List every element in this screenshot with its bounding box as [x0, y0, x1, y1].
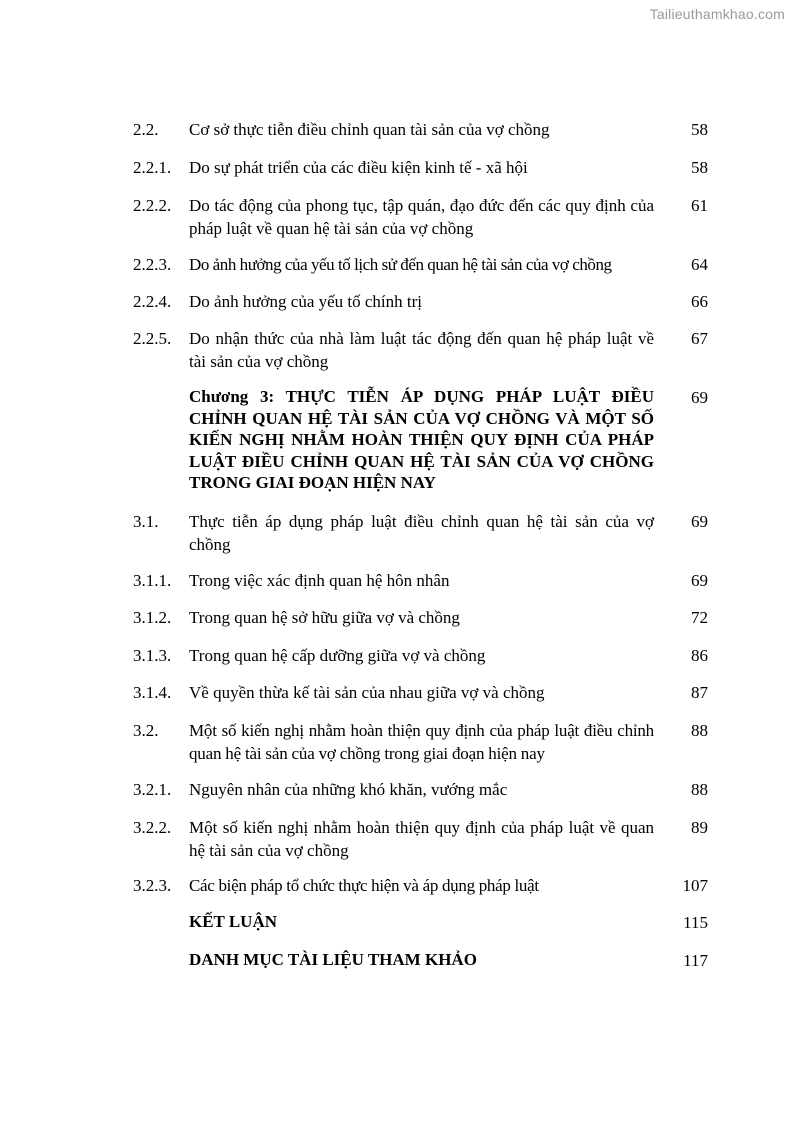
entry-number: 2.2. [133, 120, 159, 139]
entry-title: Do ảnh hưởng của yếu tố chính trị [189, 292, 423, 311]
entry-page: 89 [691, 818, 708, 837]
entry-title: Các biện pháp tổ chức thực hiện và áp dụng pháp luật [189, 876, 539, 895]
entry-number: 3.1.4. [133, 683, 172, 702]
entry-number: 2.2.3. [133, 255, 172, 274]
entry-title: Do tác động của phong tục, tập quán, đạo đức đến các quy định của pháp luật về quan hệ tài sản của vợ chồng [189, 196, 654, 238]
entry-page: 66 [691, 292, 708, 311]
entry-title: Thực tiễn áp dụng pháp luật điều chỉnh quan hệ tài sản của vợ chồng [189, 512, 654, 554]
watermark: Tailieuthamkhao.com [649, 6, 785, 22]
entry-number: 2.2.1. [133, 158, 172, 177]
entry-number: 3.2. [133, 721, 159, 740]
entry-title: Trong quan hệ cấp dưỡng giữa vợ và chồng [189, 646, 486, 665]
entry-number: 3.2.3. [133, 876, 172, 895]
entry-title: DANH MỤC TÀI LIỆU THAM KHẢO [189, 950, 477, 969]
entry-page: 64 [691, 255, 708, 274]
entry-page: 88 [691, 780, 708, 799]
entry-page: 88 [691, 721, 708, 740]
entry-page: 117 [683, 951, 708, 970]
entry-page: 69 [691, 388, 708, 407]
entry-title: Cơ sở thực tiễn điều chỉnh quan tài sản của vợ chồng [189, 120, 550, 139]
entry-page: 69 [691, 571, 708, 590]
chapter-title: Chương 3: THỰC TIỄN ÁP DỤNG PHÁP LUẬT ĐIỀU CHỈNH QUAN HỆ TÀI SẢN CỦA VỢ CHỒNG VÀ MỘT SỐ KIẾN NGHỊ NHẰM HOÀN THIỆN QUY ĐỊNH CỦA PHÁP LUẬT ĐIỀU CHỈNH QUAN HỆ TÀI SẢN CỦA VỢ CHỒNG TRONG GIAI ĐOẠN HIỆN NAY [189, 387, 654, 492]
entry-page: 58 [691, 158, 708, 177]
entry-title: Trong quan hệ sở hữu giữa vợ và chồng [189, 608, 460, 627]
entry-title: KẾT LUẬN [189, 912, 278, 931]
entry-page: 69 [691, 512, 708, 531]
entry-number: 2.2.5. [133, 329, 172, 348]
entry-number: 2.2.4. [133, 292, 172, 311]
entry-page: 61 [691, 196, 708, 215]
entry-number: 3.1.1. [133, 571, 172, 590]
entry-number: 3.2.1. [133, 780, 172, 799]
entry-title: Một số kiến nghị nhằm hoàn thiện quy định của pháp luật về quan hệ tài sản của vợ chồng [189, 818, 654, 860]
entry-number: 3.1. [133, 512, 159, 531]
entry-number: 3.2.2. [133, 818, 172, 837]
entry-number: 3.1.2. [133, 608, 172, 627]
entry-title: Do nhận thức của nhà làm luật tác động đến quan hệ pháp luật về tài sản của vợ chồng [189, 329, 654, 371]
entry-title: Do sự phát triển của các điều kiện kinh tế - xã hội [189, 158, 528, 177]
entry-title: Do ảnh hưởng của yếu tố lịch sử đến quan hệ tài sản của vợ chồng [189, 255, 612, 274]
entry-title: Một số kiến nghị nhằm hoàn thiện quy định của pháp luật điều chỉnh quan hệ tài sản của vợ chồng trong giai đoạn hiện nay [189, 721, 654, 763]
entry-page: 86 [691, 646, 708, 665]
entry-number: 3.1.3. [133, 646, 172, 665]
entry-page: 72 [691, 608, 708, 627]
entry-page: 115 [683, 913, 708, 932]
entry-page: 67 [691, 329, 708, 348]
entry-number: 2.2.2. [133, 196, 172, 215]
entry-title: Về quyền thừa kế tài sản của nhau giữa vợ và chồng [189, 683, 545, 702]
entry-page: 58 [691, 120, 708, 139]
entry-title: Trong việc xác định quan hệ hôn nhân [189, 571, 450, 590]
entry-page: 87 [691, 683, 708, 702]
entry-page: 107 [682, 876, 708, 895]
entry-title: Nguyên nhân của những khó khăn, vướng mắc [189, 780, 508, 799]
